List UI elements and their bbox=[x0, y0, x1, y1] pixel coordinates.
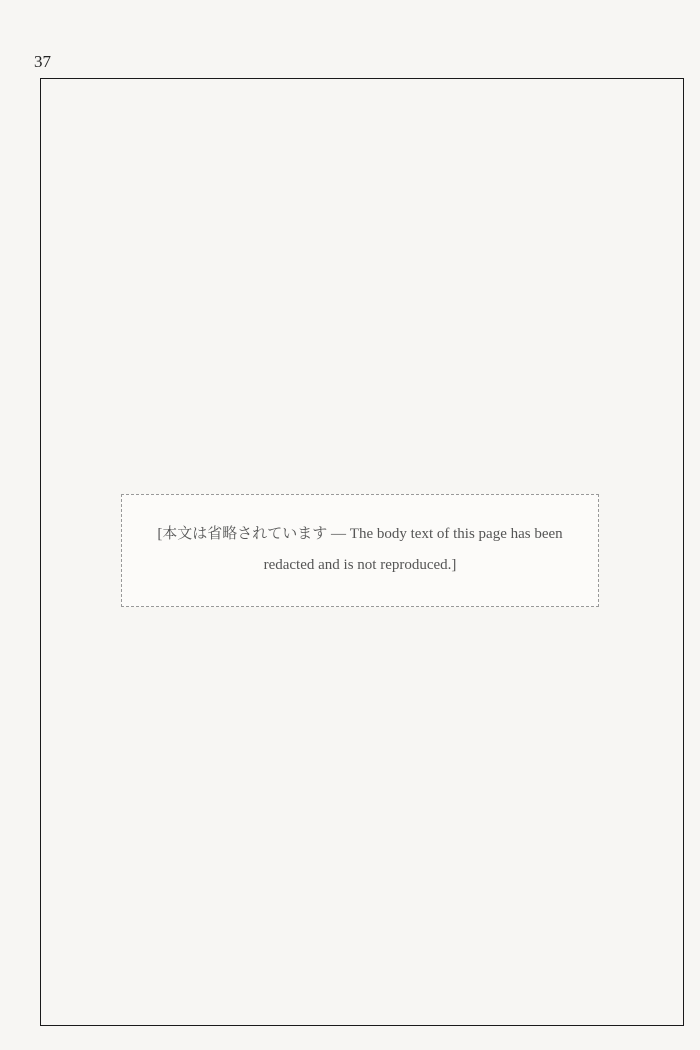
redaction-notice: [本文は省略されています — The body text of this page has been redacted and is not reproduced.] bbox=[121, 494, 599, 607]
body-text-area bbox=[60, 110, 660, 990]
page-number: 37 bbox=[34, 52, 51, 71]
